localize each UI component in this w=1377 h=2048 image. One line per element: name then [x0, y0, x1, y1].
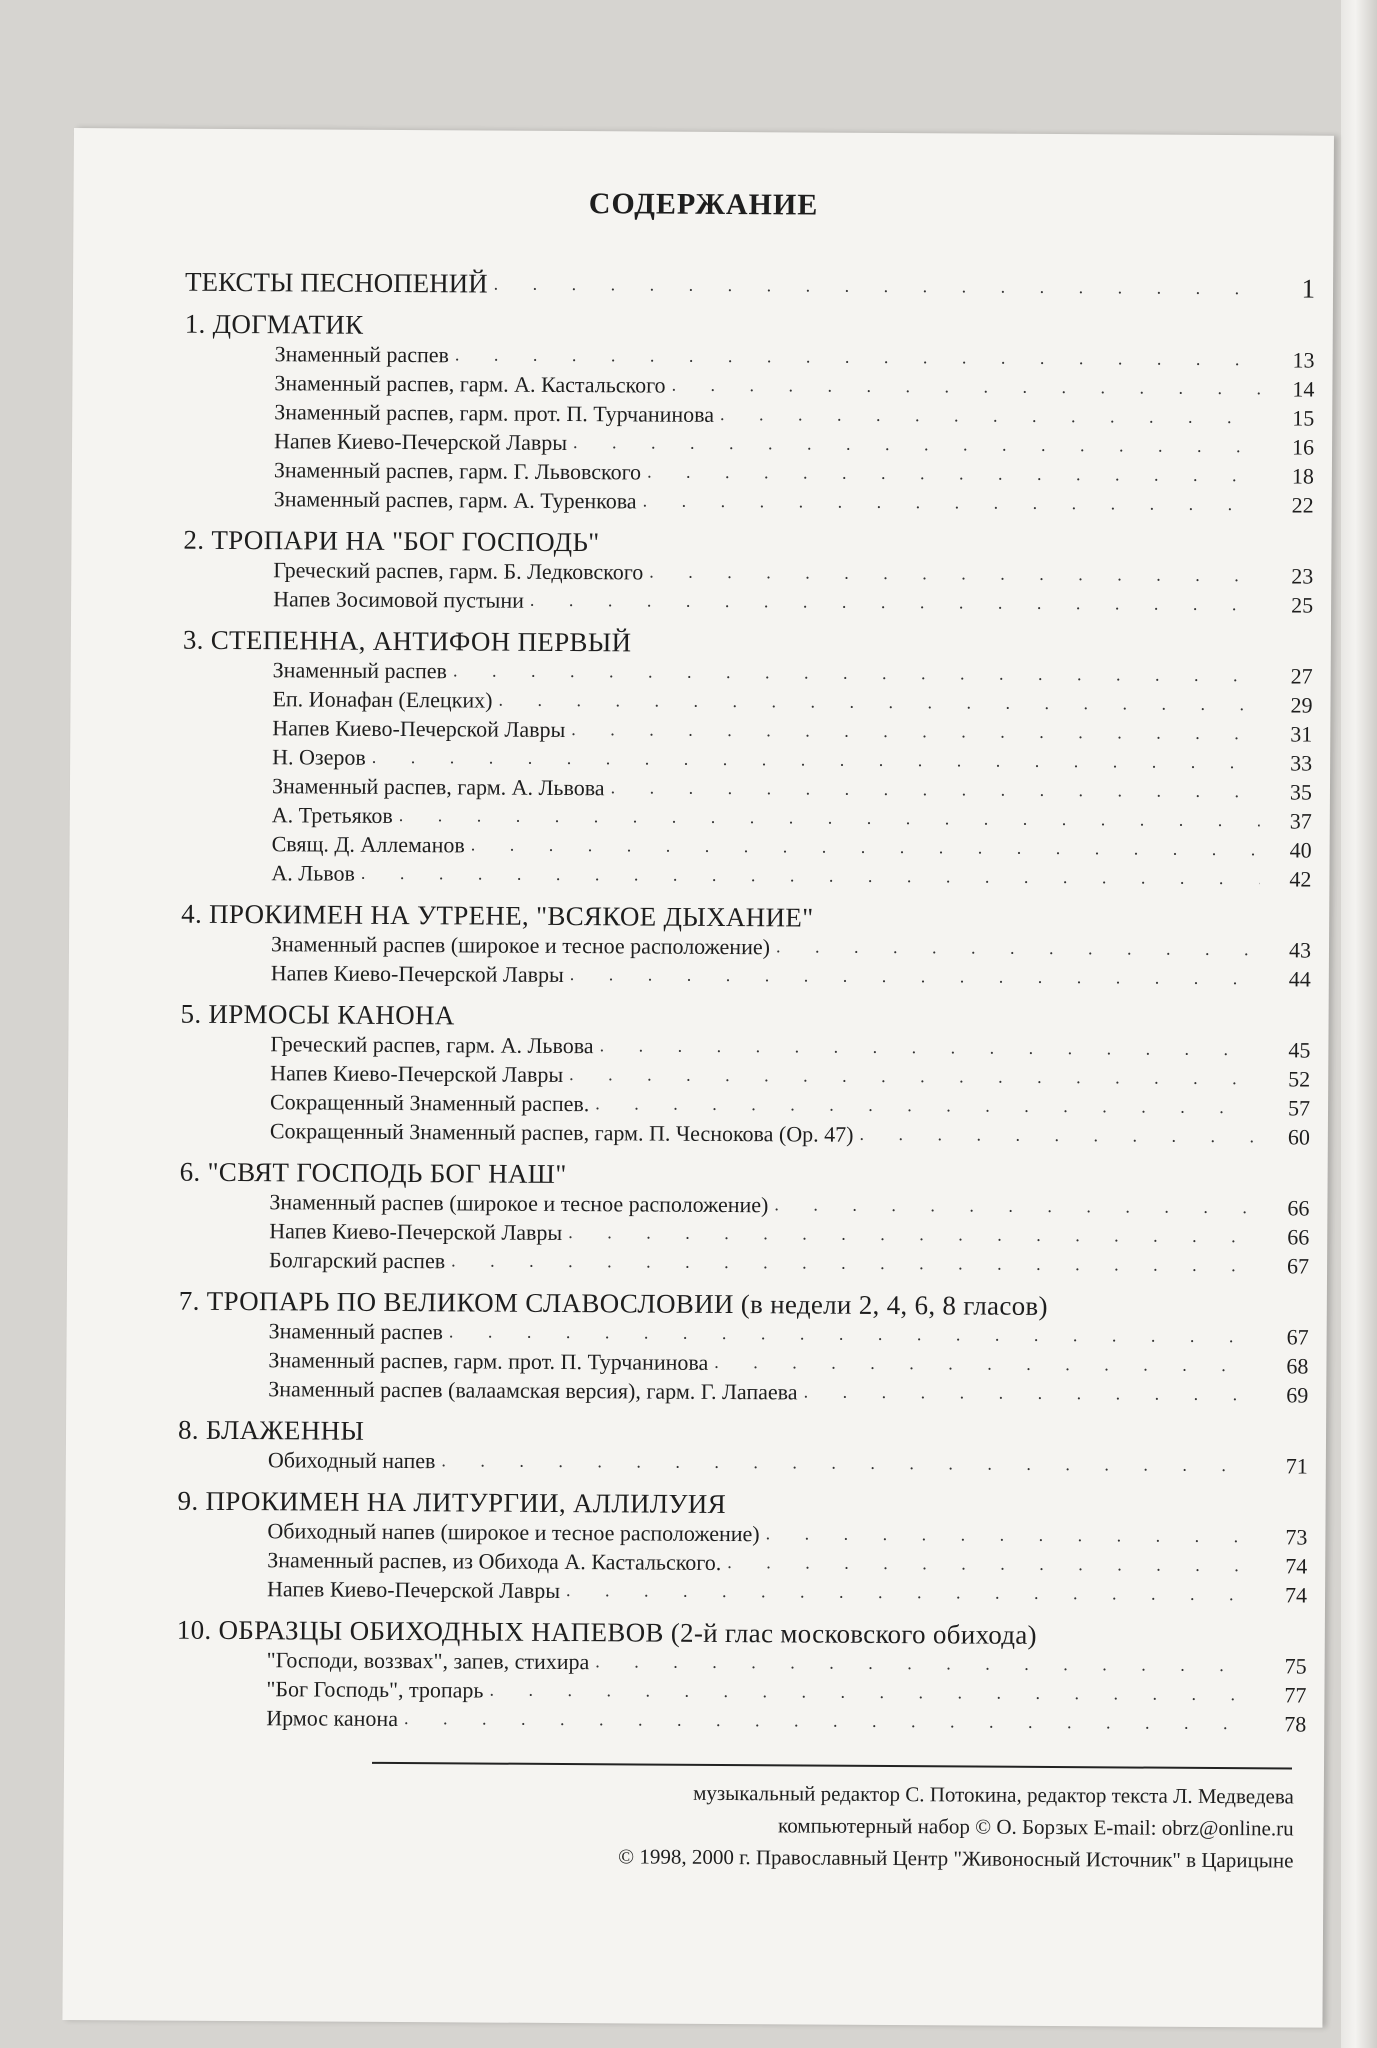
toc-section-heading — [181, 987, 1311, 1036]
section-title: 5. ИРМОСЫ КАНОНА — [180, 998, 455, 1031]
toc-section-heading — [183, 513, 1313, 562]
toc-entry-label: Напев Зосимовой пустыни — [273, 586, 525, 613]
leader-dots — [647, 458, 1262, 491]
imprint-copyright: © 1998, 2000 г. Православный Центр "Живоносный Источник" в Царицыне — [618, 1844, 1294, 1873]
section-title: 1. ДОГМАТИК — [184, 308, 364, 340]
toc-entry-page: 45 — [1288, 1037, 1311, 1063]
toc-entry-label: Обиходный напев (широкое и тесное расположение) — [267, 1518, 760, 1547]
toc-entry-label: Греческий распев, гарм. А. Львова — [270, 1031, 594, 1059]
leader-dots — [451, 1246, 1257, 1280]
toc-entry-label: Знаменный распев, гарм. прот. П. Турчанинова — [268, 1347, 709, 1375]
toc-entry-page: 71 — [1285, 1453, 1308, 1479]
toc-entry-label: Знаменный распев — [272, 657, 448, 684]
toc-entry-page: 67 — [1286, 1324, 1309, 1350]
toc-entry-page: 60 — [1287, 1124, 1310, 1150]
toc-section-heading — [177, 1603, 1307, 1652]
section-title: 8. БЛАЖЕННЫ — [177, 1414, 365, 1446]
toc-entry-label: Напев Киево-Печерской Лавры — [274, 428, 568, 456]
footer-rule — [372, 1762, 1292, 1770]
leader-dots — [672, 371, 1263, 404]
toc-entry-label: Греческий распев, гарм. Б. Ледковского — [273, 557, 644, 585]
section-title: 2. ТРОПАРИ НА "БОГ ГОСПОДЬ" — [183, 524, 600, 558]
leader-dots — [804, 1377, 1257, 1409]
toc-entry-label: Знаменный распев, гарм. А. Туренкова — [273, 486, 637, 514]
toc-entry-page: 23 — [1291, 563, 1314, 589]
toc-entry-page: 52 — [1288, 1066, 1311, 1092]
leader-dots — [720, 400, 1262, 432]
toc-entry-label: А. Третьяков — [271, 802, 393, 828]
toc-entry-page: 42 — [1289, 866, 1312, 892]
leader-dots — [404, 1704, 1254, 1738]
toc-entry-label: Знаменный распев — [274, 341, 450, 368]
toc-entry-page: 67 — [1286, 1253, 1310, 1279]
toc-entry — [176, 1703, 1306, 1739]
toc-entry-label: А. Львов — [271, 860, 355, 886]
toc-entry-label: Свящ. Д. Аллеманов — [271, 831, 465, 858]
toc-section-heading — [179, 1274, 1309, 1323]
leader-dots — [568, 1218, 1257, 1251]
leader-dots — [361, 859, 1260, 893]
toc-entry-page: 27 — [1290, 663, 1313, 689]
toc-entry-page: 33 — [1290, 750, 1313, 776]
toc-entry-label: Напев Киево-Печерской Лавры — [269, 1218, 563, 1246]
toc-entry-label: Ирмос канона — [266, 1705, 399, 1732]
leader-dots — [649, 558, 1261, 591]
section-title: 9. ПРОКИМЕН НА ЛИТУРГИИ, АЛЛИЛУИЯ — [177, 1485, 727, 1520]
toc-front-label: ТЕКСТЫ ПЕСНОПЕНИЙ — [184, 266, 488, 299]
toc-entry-page: 66 — [1287, 1195, 1310, 1221]
toc-entry-page: 57 — [1287, 1095, 1311, 1121]
leader-dots — [776, 932, 1259, 964]
leader-dots — [571, 715, 1260, 748]
toc-entry-label: Сокращенный Знаменный распев. — [269, 1089, 590, 1117]
toc-entry-page: 74 — [1285, 1553, 1308, 1579]
toc-entry-label: Знаменный распев, гарм. прот. П. Турчанинова — [274, 399, 715, 427]
toc-entry-label: Знаменный распев, гарм. А. Львова — [271, 773, 605, 801]
leader-dots — [489, 1676, 1254, 1710]
toc-entry-page: 16 — [1291, 434, 1315, 460]
toc-entry-page: 77 — [1284, 1682, 1307, 1708]
toc-entry-page: 37 — [1289, 808, 1312, 834]
section-title: 10. ОБРАЗЦЫ ОБИХОДНЫХ НАПЕВОВ (2-й глас московского обихода) — [176, 1614, 1037, 1650]
section-title: 6. "СВЯТ ГОСПОДЬ БОГ НАШ" — [179, 1156, 567, 1190]
toc-entry-label: Знаменный распев, гарм. Г. Львовского — [273, 457, 642, 485]
toc-section-heading — [181, 887, 1311, 936]
section-title: 3. СТЕПЕННА, АНТИФОН ПЕРВЫЙ — [182, 624, 632, 658]
leader-dots — [766, 1519, 1256, 1551]
toc-entry-page: 18 — [1291, 463, 1314, 489]
section-title: 7. ТРОПАРЬ ПО ВЕЛИКОМ СЛАВОСЛОВИИ (в недели 2, 4, 6, 8 гласов) — [178, 1285, 1048, 1321]
toc-entry-page: 44 — [1288, 966, 1311, 992]
toc-entry-page: 40 — [1289, 837, 1312, 863]
leader-dots — [774, 1190, 1257, 1222]
toc-entry-label: Знаменный распев (широкое и тесное расположение) — [270, 931, 771, 960]
toc-entry-page: 25 — [1291, 592, 1314, 618]
leader-dots — [727, 1548, 1255, 1580]
leader-dots — [611, 773, 1261, 806]
toc-entry-page: 15 — [1292, 405, 1315, 431]
toc-entry-label: Знаменный распев (валаамская версия), гарм. Г. Лапаева — [268, 1376, 798, 1405]
toc-entry-page: 22 — [1291, 492, 1314, 518]
toc-entry-label: Напев Киево-Печерской Лавры — [267, 1576, 561, 1603]
toc-section-heading — [183, 613, 1313, 662]
adjacent-page-edge — [1341, 0, 1377, 2048]
toc-section-heading — [178, 1474, 1308, 1523]
toc-entry-page: 73 — [1285, 1524, 1308, 1550]
section-title: 4. ПРОКИМЕН НА УТРЕНЕ, "ВСЯКОЕ ДЫХАНИЕ" — [181, 898, 814, 933]
toc-entry-label: Знаменный распев — [268, 1318, 444, 1345]
leader-dots — [600, 1031, 1259, 1064]
toc-entry-page: 35 — [1289, 779, 1313, 805]
leader-dots — [441, 1446, 1256, 1480]
toc-entry-page: 13 — [1292, 347, 1315, 373]
toc-section-heading — [178, 1403, 1308, 1452]
toc-entry-page: 78 — [1284, 1711, 1307, 1737]
page-title: СОДЕРЖАНИЕ — [588, 187, 819, 222]
imprint — [343, 1775, 1294, 1877]
leader-dots — [566, 1576, 1255, 1609]
leader-dots — [573, 428, 1262, 461]
toc-entry-label: Напев Киево-Печерской Лавры — [272, 715, 566, 743]
toc-section-heading — [185, 297, 1315, 346]
toc-entry-page: 66 — [1287, 1224, 1310, 1250]
leader-dots — [643, 486, 1262, 519]
toc-entry-label: Болгарский распев — [269, 1247, 446, 1274]
imprint-typesetting: компьютерный набор © О. Борзых E-mail: obrz@online.ru — [778, 1813, 1294, 1841]
leader-dots — [595, 1647, 1254, 1680]
leader-dots — [714, 1348, 1256, 1380]
toc-entry-label: Сокращенный Знаменный распев, гарм. П. Чеснокова (Ор. 47) — [269, 1118, 854, 1147]
table-of-contents — [176, 249, 1315, 1739]
toc-entry-label: Знаменный распев, гарм. А. Кастальского — [274, 370, 666, 398]
toc-entry-label: Напев Киево-Печерской Лавры — [270, 960, 564, 988]
toc-entry-page: 31 — [1290, 721, 1313, 747]
leader-dots — [530, 586, 1261, 619]
toc-front-entry — [185, 249, 1315, 304]
toc-entry-label: Н. Озеров — [272, 744, 366, 770]
toc-entry-page: 29 — [1290, 692, 1313, 718]
toc-entry-page: 43 — [1288, 937, 1312, 963]
toc-entry-label: Знаменный распев, из Обихода А. Кастальского. — [267, 1547, 722, 1575]
toc-entry-label: Обиходный напев — [267, 1447, 436, 1474]
toc-entry-label: "Бог Господь", тропарь — [266, 1676, 484, 1703]
leader-dots — [859, 1120, 1258, 1151]
toc-front-page: 1 — [1301, 273, 1316, 304]
toc-entry-page: 74 — [1284, 1582, 1308, 1608]
toc-entry-label: "Господи, воззвах", запев, стихира — [266, 1647, 590, 1675]
imprint-editors: музыкальный редактор С. Потокина, редактор текста Л. Медведева — [693, 1780, 1294, 1809]
toc-section-heading — [180, 1145, 1310, 1194]
leader-dots — [595, 1089, 1258, 1122]
toc-entry-page: 68 — [1286, 1353, 1309, 1379]
document-page — [62, 128, 1334, 2028]
toc-entry-label: Напев Киево-Печерской Лавры — [270, 1060, 564, 1088]
toc-entry-page: 14 — [1292, 376, 1315, 402]
leader-dots — [494, 270, 1264, 304]
toc-entry-page: 75 — [1284, 1653, 1307, 1679]
toc-entry-label: Еп. Ионафан (Елецких) — [272, 686, 493, 713]
leader-dots — [498, 686, 1260, 720]
leader-dots — [570, 960, 1259, 993]
leader-dots — [569, 1060, 1258, 1093]
toc-entry-page: 69 — [1286, 1382, 1309, 1408]
toc-entry-label: Знаменный распев (широкое и тесное расположение) — [269, 1189, 769, 1218]
